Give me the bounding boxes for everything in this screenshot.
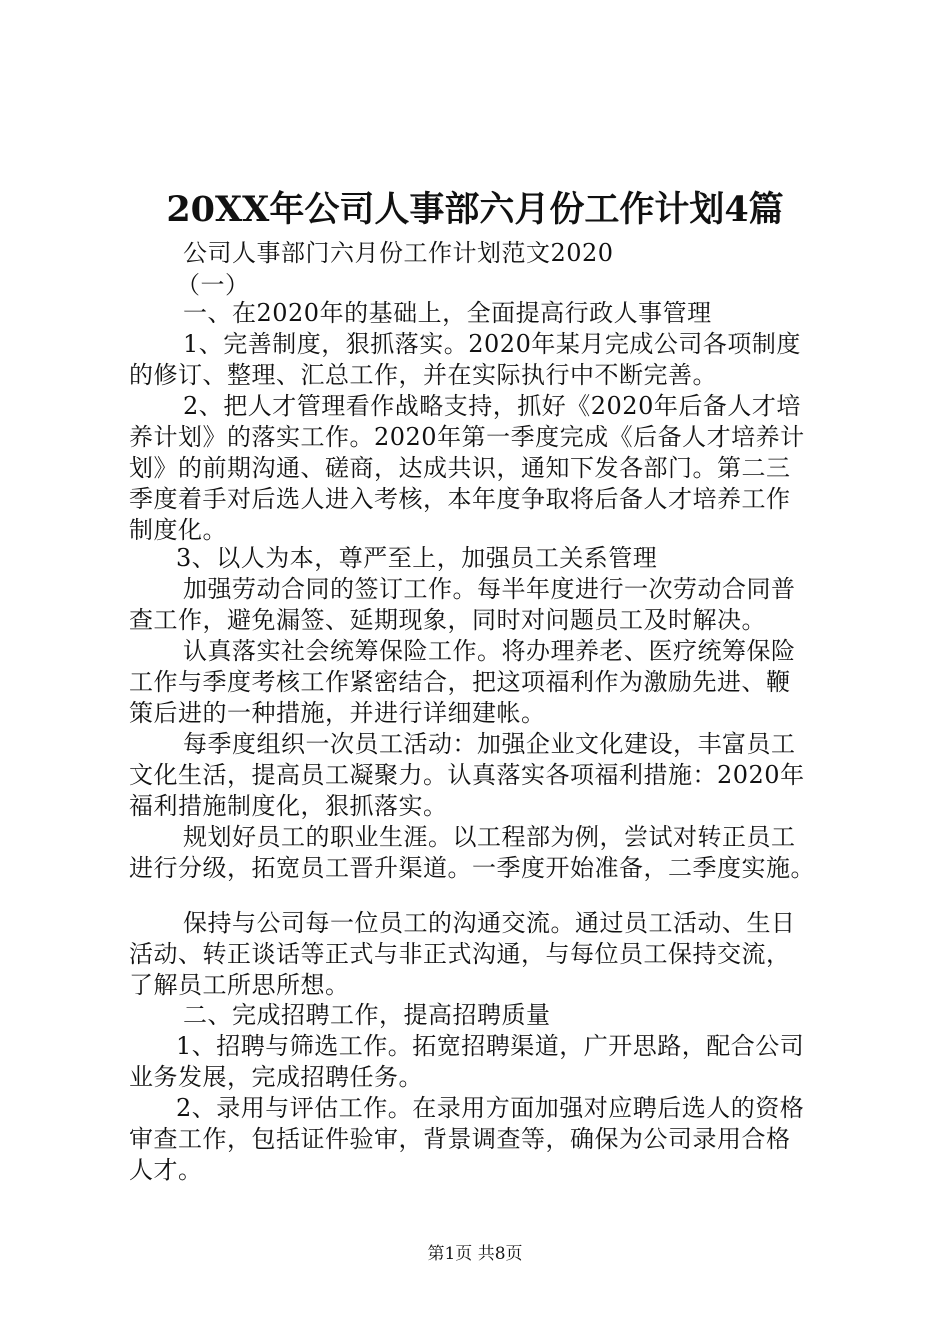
- document-title: 20XX年公司人事部六月份工作计划4篇: [166, 189, 784, 230]
- paragraph-line: 规划好员工的职业生涯。以工程部为例，尝试对转正员工: [183, 823, 796, 851]
- paragraph-line: 了解员工所思所想。: [129, 971, 350, 999]
- section-number: （一）: [176, 271, 250, 299]
- paragraph-line: 审查工作，包括证件验审，背景调查等，确保为公司录用合格: [129, 1125, 791, 1153]
- page-footer: 第1页 共8页: [427, 1244, 523, 1264]
- paragraph-line: 进行分级，拓宽员工晋升渠道。一季度开始准备，二季度实施。: [129, 854, 815, 882]
- paragraph-line: 业务发展，完成招聘任务。: [129, 1063, 423, 1091]
- paragraph-line: 福利措施制度化，狠抓落实。: [129, 792, 448, 820]
- paragraph-line: 认真落实社会统筹保险工作。将办理养老、医疗统筹保险: [183, 637, 796, 665]
- paragraph-line: 活动、转正谈话等正式与非正式沟通，与每位员工保持交流，: [129, 940, 791, 968]
- heading-line: 一、在2020年的基础上，全面提高行政人事管理: [183, 299, 712, 327]
- paragraph-line: 策后进的一种措施，并进行详细建帐。: [129, 699, 546, 727]
- paragraph-line: 加强劳动合同的签订工作。每半年度进行一次劳动合同普: [183, 575, 796, 603]
- paragraph-line: 养计划》的落实工作。2020年第一季度完成《后备人才培养计: [129, 423, 805, 451]
- heading-line: 二、完成招聘工作，提高招聘质量: [183, 1001, 551, 1029]
- heading-line: 3、以人为本，尊严至上，加强员工关系管理: [176, 544, 658, 572]
- paragraph-line: 每季度组织一次员工活动：加强企业文化建设，丰富员工: [183, 730, 796, 758]
- paragraph-line: 划》的前期沟通、磋商，达成共识，通知下发各部门。第二三: [129, 454, 791, 482]
- paragraph-line: 1、完善制度，狠抓落实。2020年某月完成公司各项制度: [183, 330, 801, 358]
- paragraph-line: 工作与季度考核工作紧密结合，把这项福利作为激励先进、鞭: [129, 668, 791, 696]
- paragraph-line: 制度化。: [129, 516, 227, 544]
- paragraph-line: 2、把人才管理看作战略支持，抓好《2020年后备人才培: [183, 392, 801, 420]
- paragraph-line: 文化生活，提高员工凝聚力。认真落实各项福利措施：2020年: [129, 761, 805, 789]
- paragraph-line: 的修订、整理、汇总工作，并在实际执行中不断完善。: [129, 361, 717, 389]
- paragraph-line: 季度着手对后选人进入考核，本年度争取将后备人才培养工作: [129, 485, 791, 513]
- subtitle-line: 公司人事部门六月份工作计划范文2020: [183, 239, 614, 267]
- paragraph-line: 2、录用与评估工作。在录用方面加强对应聘后选人的资格: [176, 1094, 805, 1122]
- paragraph-line: 保持与公司每一位员工的沟通交流。通过员工活动、生日: [183, 909, 796, 937]
- paragraph-line: 1、招聘与筛选工作。拓宽招聘渠道，广开思路，配合公司: [176, 1032, 805, 1060]
- paragraph-line: 人才。: [129, 1156, 203, 1184]
- paragraph-line: 查工作，避免漏签、延期现象，同时对问题员工及时解决。: [129, 606, 766, 634]
